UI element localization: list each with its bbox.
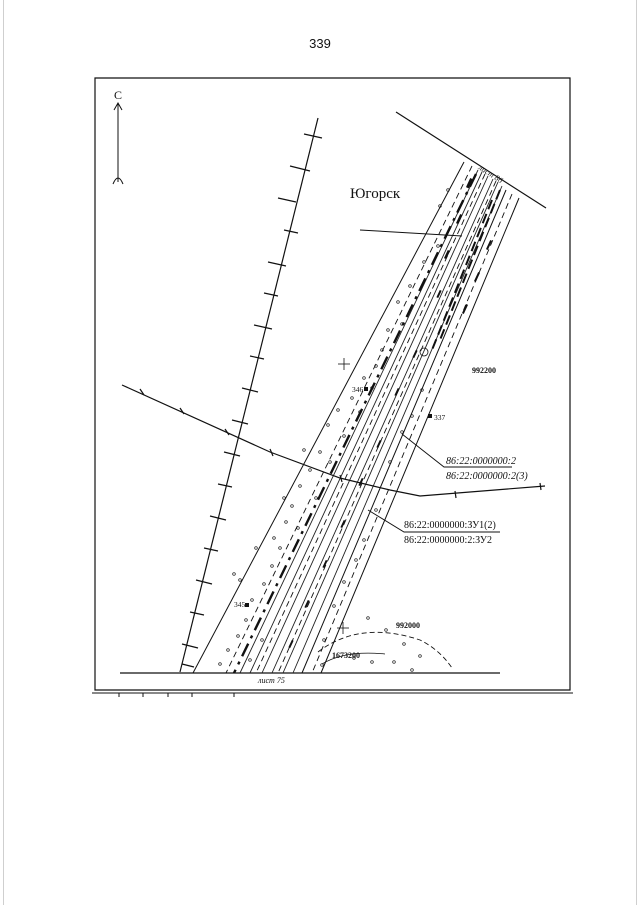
map-frame: [95, 78, 570, 690]
coord-label-992200: 992200: [472, 366, 496, 375]
north-label: С: [113, 88, 123, 102]
crosshair-marker: [337, 358, 350, 634]
sheet-label-bottom: лист 75: [258, 676, 285, 685]
sheet-label-top: лист 86: [476, 163, 505, 185]
coord-label-992000: 992000: [396, 621, 420, 630]
north-arrow-icon: [113, 103, 123, 184]
survey-point-337: [428, 414, 432, 418]
parcel-label-1a: 86:22:0000000:2: [446, 456, 516, 467]
parcel-label-2b: 86:22:0000000:2:ЗУ2: [404, 535, 492, 546]
corridor-dashed-lines: [226, 166, 512, 673]
city-label: Югорск: [350, 186, 401, 202]
parcel-label-2a: 86:22:0000000:ЗУ1(2): [404, 520, 496, 531]
survey-point-346: [364, 387, 368, 391]
page-number: 339: [309, 36, 331, 51]
point-label-345: 345: [234, 600, 246, 609]
point-label-346: 346: [352, 385, 364, 394]
coord-label-1673200: 1673200: [332, 651, 360, 660]
frame-bottom-ticks: [119, 693, 234, 697]
parcel-label-1b: 86:22:0000000:2(3): [446, 471, 528, 482]
sheet-boundary-top: [396, 112, 546, 208]
point-label-337: 337: [434, 413, 446, 422]
heavy-dash-line: [234, 174, 476, 673]
scatter-circles: [219, 189, 450, 672]
survey-point-345: [245, 603, 249, 607]
